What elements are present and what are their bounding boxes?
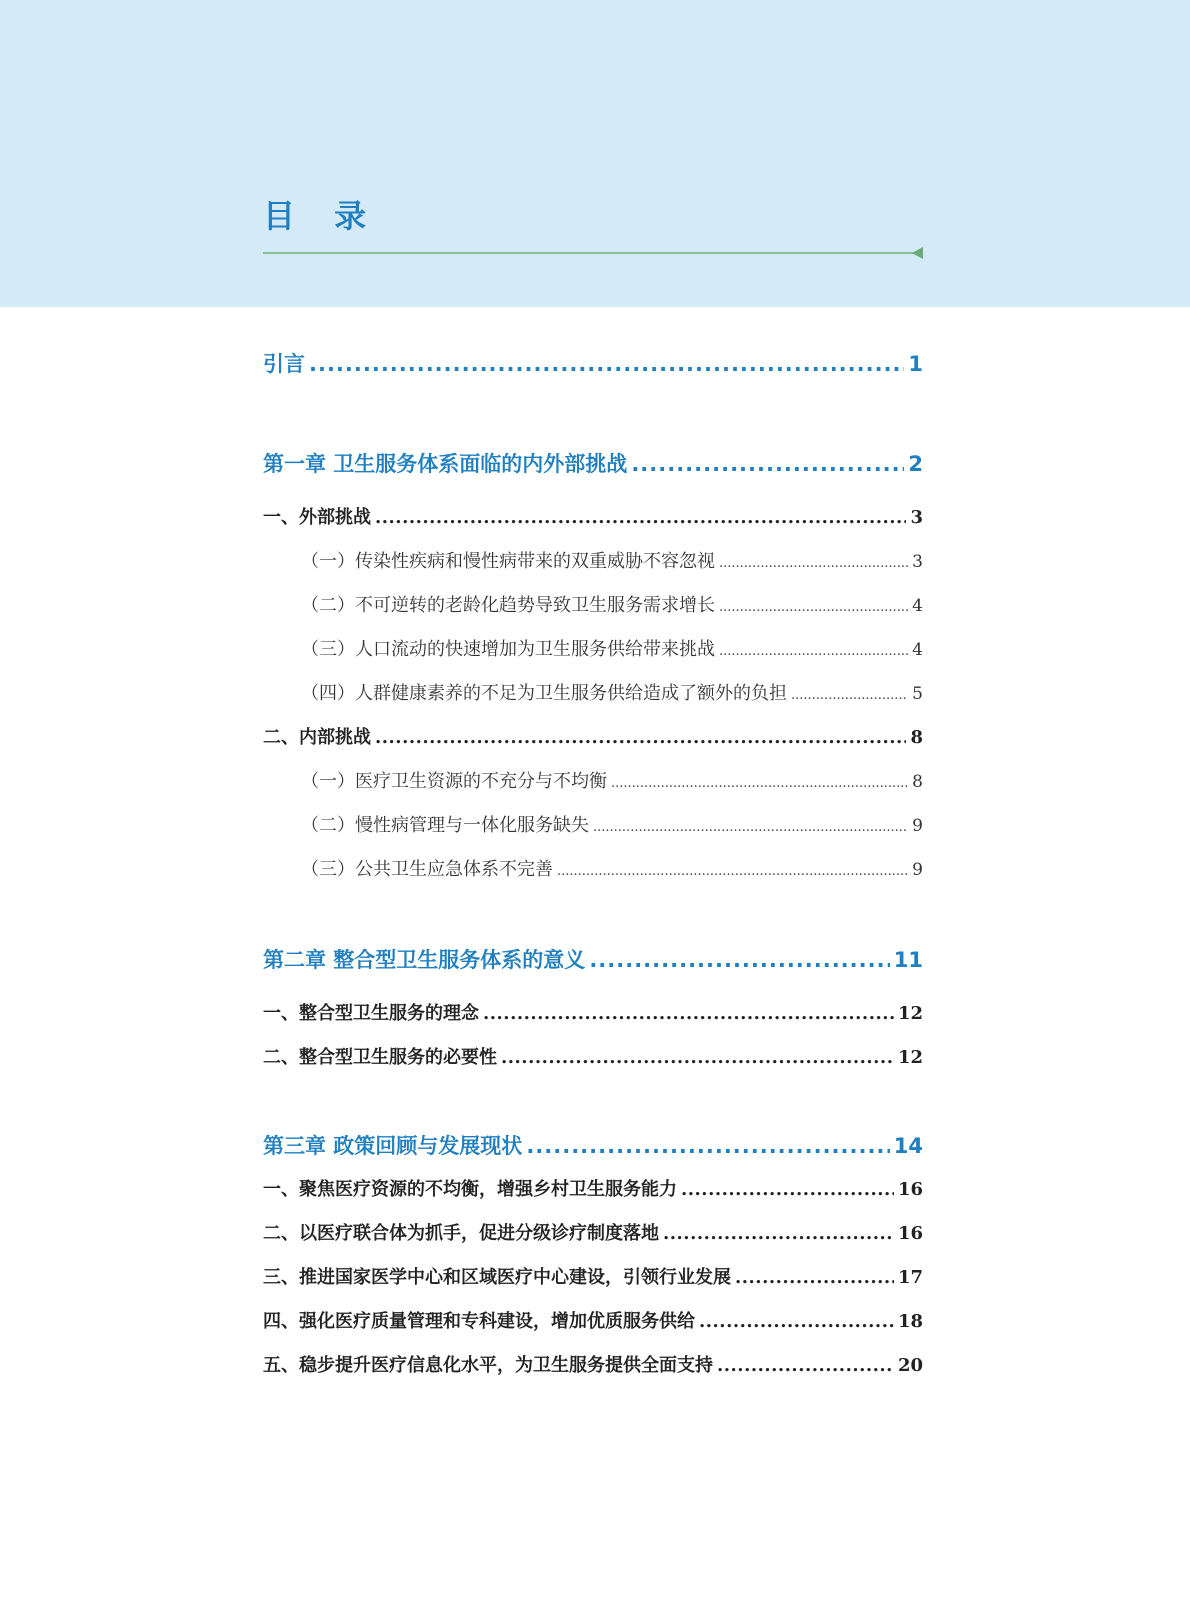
toc-chapter-label: 第一章 卫生服务体系面临的内外部挑战 — [263, 452, 628, 476]
toc-page-number: 12 — [897, 1047, 923, 1068]
toc-leader — [699, 1311, 894, 1332]
toc-section[interactable] — [263, 999, 923, 1027]
toc-chapter-intro[interactable] — [263, 348, 923, 380]
toc-leader — [557, 864, 908, 879]
toc-subsection[interactable] — [301, 855, 923, 883]
toc-subsection[interactable] — [301, 767, 923, 795]
toc-page-number: 8 — [912, 772, 923, 792]
toc-leader — [735, 1267, 894, 1288]
toc-subsection-label: （一）医疗卫生资源的不充分与不均衡 — [301, 771, 607, 792]
toc-section[interactable] — [263, 1043, 923, 1071]
toc-chapter-label: 引言 — [263, 352, 305, 376]
header-band — [0, 0, 1190, 307]
toc-section[interactable] — [263, 1307, 923, 1335]
toc-section-internal-challenges[interactable] — [263, 723, 923, 751]
toc-page-number: 4 — [912, 596, 923, 616]
toc-leader — [375, 727, 906, 748]
toc-section-label: 一、整合型卫生服务的理念 — [263, 1003, 479, 1024]
toc-leader — [526, 1134, 889, 1158]
toc-page-number: 18 — [897, 1311, 923, 1332]
toc-section-label: 二、以医疗联合体为抓手，促进分级诊疗制度落地 — [263, 1223, 659, 1244]
toc-page-number: 9 — [912, 816, 923, 836]
toc-section-label: 二、内部挑战 — [263, 727, 371, 748]
toc-chapter-3[interactable] — [263, 1130, 923, 1162]
toc-page-number: 3 — [910, 507, 923, 528]
title-rule — [263, 252, 914, 254]
toc-page-number: 14 — [893, 1134, 923, 1158]
toc-leader — [717, 1355, 894, 1376]
toc-subsection-label: （一）传染性疾病和慢性病带来的双重威胁不容忽视 — [301, 551, 715, 572]
toc-section-label: 五、稳步提升医疗信息化水平，为卫生服务提供全面支持 — [263, 1355, 713, 1376]
toc-leader — [309, 352, 904, 376]
toc-page-number: 16 — [897, 1223, 923, 1244]
toc-leader — [483, 1003, 894, 1024]
toc-page-number: 16 — [897, 1179, 923, 1200]
toc-page-number: 1 — [908, 352, 923, 376]
toc-section[interactable] — [263, 1175, 923, 1203]
toc-page-number: 2 — [908, 452, 923, 476]
toc-section[interactable] — [263, 1263, 923, 1291]
toc-chapter-2[interactable] — [263, 944, 923, 976]
toc-subsection[interactable] — [301, 591, 923, 619]
toc-section-label: 四、强化医疗质量管理和专科建设，增加优质服务供给 — [263, 1311, 695, 1332]
toc-page-number: 8 — [910, 727, 923, 748]
toc-subsection-label: （二）不可逆转的老龄化趋势导致卫生服务需求增长 — [301, 595, 715, 616]
toc-page-number: 4 — [912, 640, 923, 660]
toc-leader — [501, 1047, 894, 1068]
toc-section-label: 一、外部挑战 — [263, 507, 371, 528]
toc-page-number: 17 — [897, 1267, 923, 1288]
toc-leader — [719, 556, 908, 571]
toc-section-label: 三、推进国家医学中心和区域医疗中心建设，引领行业发展 — [263, 1267, 731, 1288]
toc-page-number: 20 — [897, 1355, 923, 1376]
toc-chapter-label: 第二章 整合型卫生服务体系的意义 — [263, 948, 586, 972]
toc-section[interactable] — [263, 1219, 923, 1247]
toc-page-number: 9 — [912, 860, 923, 880]
toc-subsection[interactable] — [301, 679, 923, 707]
toc-leader — [375, 507, 906, 528]
toc-page-number: 3 — [912, 552, 923, 572]
toc-leader — [611, 776, 908, 791]
toc-title: 目 录 — [263, 197, 381, 235]
toc-leader — [719, 600, 908, 615]
toc-subsection-label: （三）人口流动的快速增加为卫生服务供给带来挑战 — [301, 639, 715, 660]
toc-leader — [681, 1179, 894, 1200]
toc-section-label: 二、整合型卫生服务的必要性 — [263, 1047, 497, 1068]
toc-leader — [663, 1223, 894, 1244]
toc-subsection[interactable] — [301, 811, 923, 839]
toc-subsection-label: （四）人群健康素养的不足为卫生服务供给造成了额外的负担 — [301, 683, 787, 704]
title-arrow-icon — [912, 247, 923, 259]
toc-subsection-label: （二）慢性病管理与一体化服务缺失 — [301, 815, 589, 836]
toc-section[interactable] — [263, 1351, 923, 1379]
toc-section-label: 一、聚焦医疗资源的不均衡，增强乡村卫生服务能力 — [263, 1179, 677, 1200]
toc-section-external-challenges[interactable] — [263, 503, 923, 531]
toc-leader — [593, 820, 908, 835]
toc-page-number: 12 — [897, 1003, 923, 1024]
toc-page-number: 11 — [893, 948, 923, 972]
toc-page-number: 5 — [912, 684, 923, 704]
toc-chapter-label: 第三章 政策回顾与发展现状 — [263, 1134, 523, 1158]
toc-leader — [631, 452, 904, 476]
toc-subsection[interactable] — [301, 547, 923, 575]
toc-subsection[interactable] — [301, 635, 923, 663]
toc-subsection-label: （三）公共卫生应急体系不完善 — [301, 859, 553, 880]
toc-leader — [589, 948, 889, 972]
toc-leader — [791, 688, 908, 703]
toc-leader — [719, 644, 908, 659]
toc-chapter-1[interactable] — [263, 448, 923, 480]
